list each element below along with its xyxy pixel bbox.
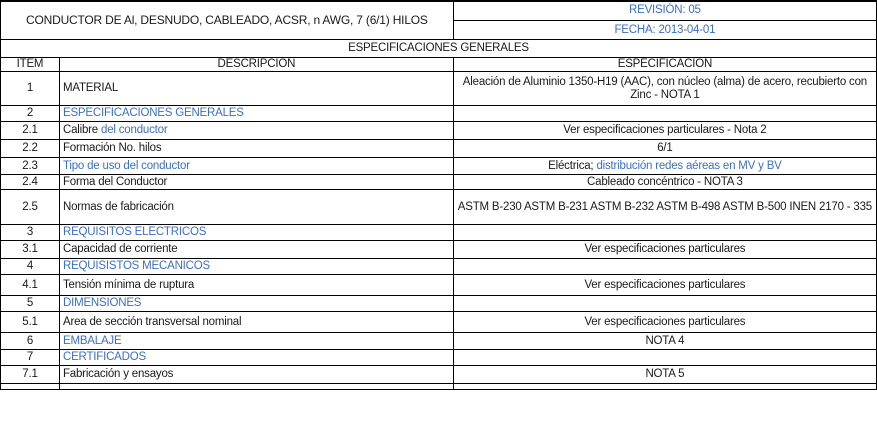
item-number: 5 [1,296,60,312]
item-number: 2.2 [1,140,60,158]
column-header-description: DESCRIPCIÓN [59,58,453,72]
item-specification [453,296,876,312]
item-description-part: del conductor [98,124,168,136]
table-row [1,225,877,241]
table-row [1,122,877,140]
item-specification [453,225,876,241]
empty-cell [1,384,60,390]
item-description: Normas de fabricación [59,190,453,225]
item-description: REQUISISTOS MECANICOS [59,259,453,275]
table-row [1,296,877,312]
item-description: DIMENSIONES [59,296,453,312]
column-header-specification: ESPECIFICACIÓN [453,58,876,72]
table-row [1,158,877,175]
empty-cell [59,384,453,390]
item-description: Fabricación y ensayos [59,366,453,384]
item-specification [453,158,876,175]
item-number: 1 [1,72,60,106]
table-row [1,190,877,225]
item-number: 4 [1,259,60,275]
item-description: Tipo de uso del conductor [59,158,453,175]
item-specification-part: distribución redes aéreas en MV y BV [596,159,782,172]
empty-cell [453,384,876,390]
item-number: 2 [1,106,60,122]
item-specification: Ver especificaciones particulares [453,241,876,259]
table-row [1,259,877,275]
item-specification [453,106,876,122]
item-specification [453,259,876,275]
item-description-part: Calibre [62,124,99,136]
item-number: 2.3 [1,158,60,175]
item-specification-part: Eléctrica; [548,159,597,172]
table-row [1,333,877,350]
item-specification: Ver especificaciones particulares - Nota 2 [453,122,876,140]
item-description: REQUISITOS ELECTRICOS [59,225,453,241]
table-row [1,140,877,158]
item-description: Tensión mínima de ruptura [59,275,453,296]
item-number: 7.1 [1,366,60,384]
table-row [1,175,877,190]
item-specification: Ver especificaciones particulares [453,312,876,333]
document-title: CONDUCTOR DE Al, DESNUDO, CABLEADO, ACSR, n AWG, 7 (6/1) HILOS [1,1,454,40]
item-number: 6 [1,333,60,350]
item-specification: ASTM B-230 ASTM B-231 ASTM B-232 ASTM B-498 ASTM B-500 INEN 2170 - 335 [453,190,876,225]
table-row-partial [1,384,877,390]
item-number: 4.1 [1,275,60,296]
table-row [1,366,877,384]
table-row [1,312,877,333]
item-description: Capacidad de corriente [59,241,453,259]
table-row [1,275,877,296]
top-border [0,0,877,2]
table-row [1,72,877,106]
item-description: Area de sección transversal nominal [59,312,453,333]
table-row [1,241,877,259]
table-row [1,350,877,366]
item-specification: NOTA 5 [453,366,876,384]
item-number: 3.1 [1,241,60,259]
item-number: 2.4 [1,175,60,190]
item-description: EMBALAJE [59,333,453,350]
item-specification: Aleación de Aluminio 1350-H19 (AAC), con núcleo (alma) de acero, recubierto con Zinc - NOTA 1 [453,72,876,106]
table-row [1,106,877,122]
item-description: ESPECIFICACIONES GENERALES [59,106,453,122]
section-title: ESPECIFICACIONES GENERALES [1,40,877,58]
item-specification [453,350,876,366]
item-specification: Ver especificaciones particulares [453,275,876,296]
item-number: 5.1 [1,312,60,333]
item-specification: Cableado concéntrico - NOTA 3 [453,175,876,190]
item-description [59,122,453,140]
revision-label: REVISIÓN: 05 [453,1,876,21]
item-number: 3 [1,225,60,241]
date-label: FECHA: 2013-04-01 [453,21,876,40]
item-number: 2.5 [1,190,60,225]
item-description: CERTIFICADOS [59,350,453,366]
item-number: 7 [1,350,60,366]
column-header-item: ITEM [1,58,60,72]
item-specification: NOTA 4 [453,333,876,350]
item-specification: 6/1 [453,140,876,158]
item-description: Forma del Conductor [59,175,453,190]
item-description: Formación No. hilos [59,140,453,158]
item-number: 2.1 [1,122,60,140]
item-description: MATERIAL [59,72,453,106]
